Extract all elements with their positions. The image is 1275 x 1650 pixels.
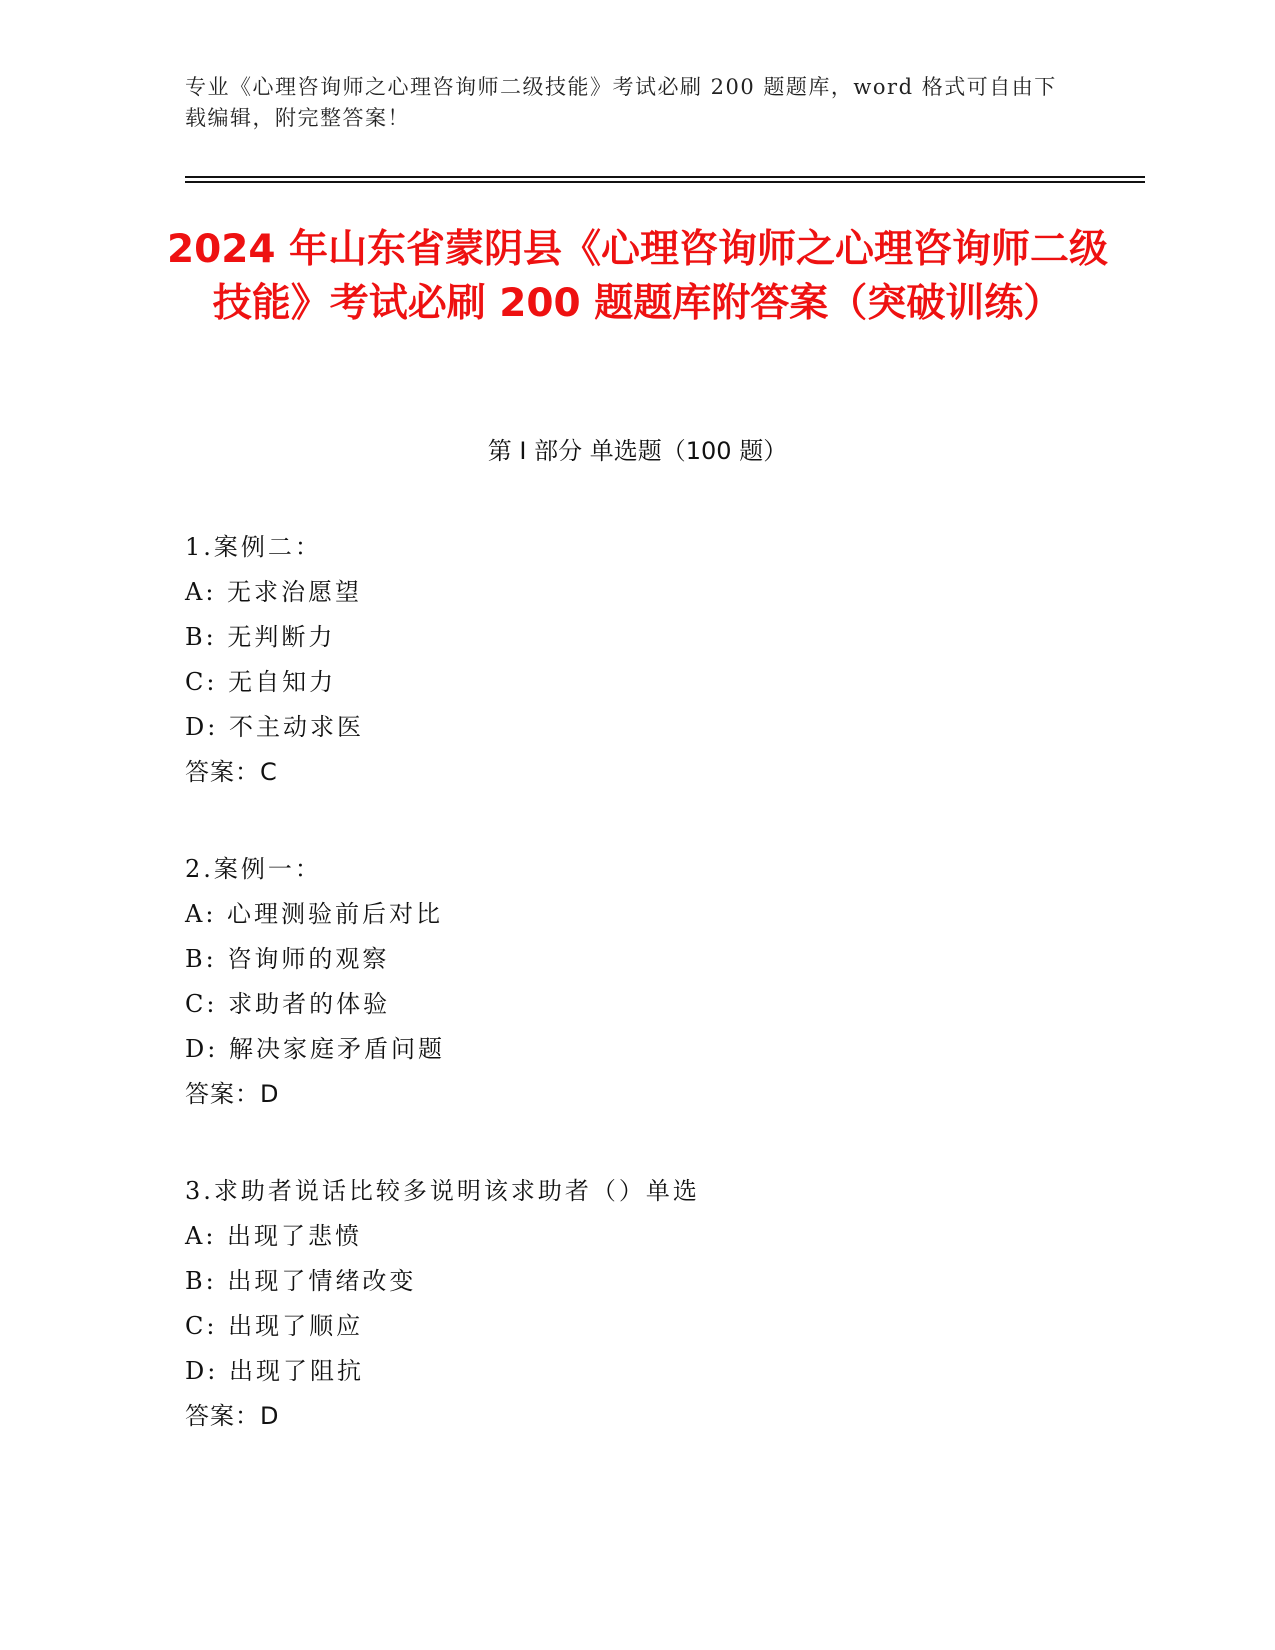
question-1 [185,525,1085,795]
section-heading: 第 I 部分 单选题（100 题） [487,437,788,465]
header-divider-thick [185,181,1145,183]
option-d: D: 不主动求医 [185,713,364,741]
answer: 答案：D [185,1080,280,1108]
question-list [185,525,1085,1491]
answer: 答案：D [185,1402,280,1430]
option-a: A: 心理测验前后对比 [185,900,444,928]
option-a: A: 无求治愿望 [185,578,363,606]
option-b: B: 出现了情绪改变 [185,1267,417,1295]
question-stem: 3.求助者说话比较多说明该求助者（）单选 [185,1177,700,1205]
option-b: B: 咨询师的观察 [185,945,390,973]
option-c: C: 出现了顺应 [185,1312,364,1340]
option-a: A: 出现了悲愤 [185,1222,363,1250]
option-c: C: 无自知力 [185,668,337,696]
question-stem: 2.案例一： [185,855,322,883]
question-3 [185,1169,1085,1439]
option-d: D: 解决家庭矛盾问题 [185,1035,445,1063]
option-c: C: 求助者的体验 [185,990,391,1018]
document-title: 2024 年山东省蒙阴县《心理咨询师之心理咨询师二级技能》考试必刷 200 题题库附答案（突破训练） [166,227,1109,326]
option-d: D: 出现了阻抗 [185,1357,364,1385]
question-stem: 1.案例二： [185,533,322,561]
header-note: 专业《心理咨询师之心理咨询师二级技能》考试必刷 200 题题库，word 格式可自由下载编辑，附完整答案！ [185,75,1057,130]
option-b: B: 无判断力 [185,623,336,651]
question-2 [185,847,1085,1117]
answer: 答案：C [185,758,278,786]
header-divider-thin [185,176,1145,178]
